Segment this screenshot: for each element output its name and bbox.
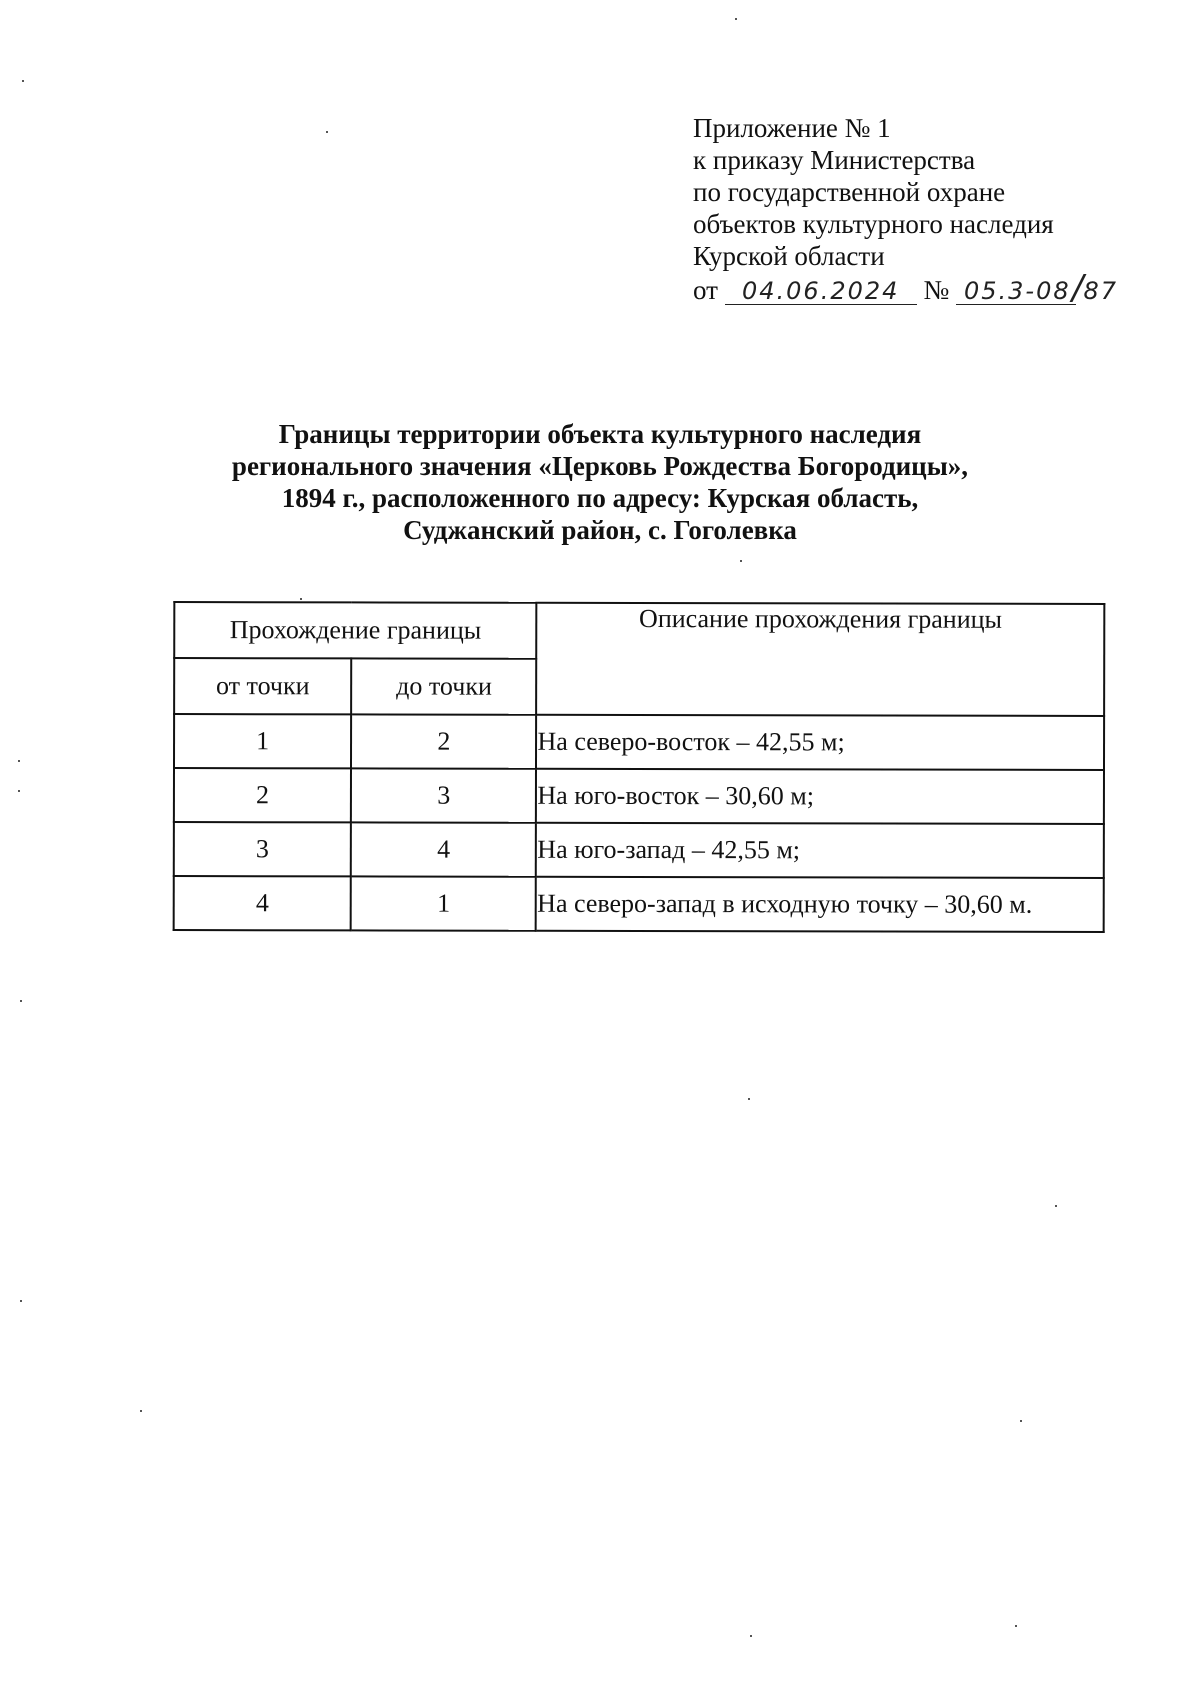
title-line: Суджанский район, с. Гоголевка [403,515,797,545]
cell-from: 2 [174,768,351,822]
scan-speck [326,131,328,133]
scan-speck [20,1300,22,1302]
cell-from: 3 [174,822,351,876]
scan-speck [1015,1625,1017,1627]
cell-description: На юго-восток – 30,60 м; [536,769,1104,824]
table-header-row [174,602,1104,660]
scan-speck [20,1000,22,1002]
scan-speck [735,18,737,20]
scan-speck [748,1098,750,1100]
appendix-line: по государственной охране [693,177,1006,207]
scan-speck [300,598,302,600]
handwritten-date: 04.06.2024 [725,278,917,305]
scan-speck [22,80,24,82]
title-line: Границы территории объекта культурного наследия [278,419,922,449]
cell-to: 3 [351,768,536,822]
scan-speck [18,760,20,762]
appendix-line: Курской области [693,241,885,271]
header-from-point: от точки [174,658,351,714]
cell-from: 4 [174,876,351,930]
title-line: 1894 г., расположенного по адресу: Курская область, [281,483,919,513]
cell-from: 1 [174,714,351,768]
table-row [174,822,1104,878]
scan-speck [1020,1420,1022,1422]
header-to-point: до точки [351,658,536,714]
cell-to: 1 [351,876,536,930]
cell-to: 4 [351,822,536,876]
cell-description: На юго-запад – 42,55 м; [536,823,1104,878]
scan-speck [750,1635,752,1637]
order-date-number-line [693,268,1118,308]
header-passage: Прохождение границы [174,602,537,659]
handwritten-order-number-suffix: 87 [1083,277,1118,305]
date-prefix: от [693,275,718,305]
cell-to: 2 [351,714,536,768]
header-description: Описание прохождения границы [537,603,1105,716]
table-row [174,768,1104,824]
number-slash: / [1071,268,1086,308]
handwritten-order-number: 05.3-08 [956,278,1076,305]
appendix-line: к приказу Министерства [693,145,976,175]
scan-speck [740,560,742,562]
cell-description: На северо-восток – 42,55 м; [536,715,1104,770]
cell-description: На северо-запад в исходную точку – 30,60 м. [536,877,1104,932]
appendix-line: Приложение № 1 [693,113,891,143]
document-title [150,418,1050,546]
appendix-block [693,112,1118,307]
scan-speck [1055,1205,1057,1207]
scan-speck [140,1410,142,1412]
appendix-line: объектов культурного наследия [693,209,1054,239]
table-row [174,714,1104,770]
table-row [174,876,1104,932]
number-prefix: № [923,275,950,305]
boundary-table [173,601,1106,933]
scan-speck [18,790,20,792]
title-line: регионального значения «Церковь Рождества Богородицы», [231,451,969,481]
